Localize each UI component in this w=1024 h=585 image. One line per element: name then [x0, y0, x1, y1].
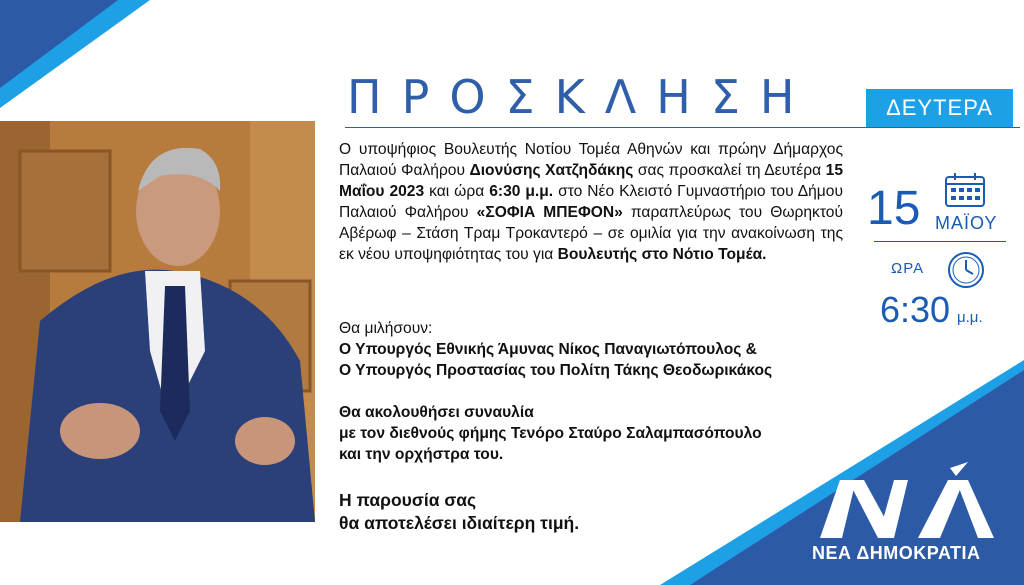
event-time-large: 6:30 — [880, 289, 951, 330]
nd-logo-icon — [818, 462, 998, 540]
closing-line: θα αποτελέσει ιδιαίτερη τιμή. — [339, 513, 580, 533]
corner-decoration-top — [0, 0, 180, 115]
event-time-unit: μ.μ. — [957, 309, 983, 326]
venue-name: «ΣΟΦΙΑ ΜΠΕΦΟΝ» — [476, 204, 623, 221]
hour-label: ΩΡΑ — [891, 260, 925, 277]
event-time: 6:30 μ.μ. — [489, 183, 554, 200]
closing-line: Η παρουσία σας — [339, 490, 477, 510]
page-title: ΠΡΟΣΚΛΗΣΗ — [347, 70, 815, 124]
candidate-photo — [0, 121, 315, 522]
candidate-role: Βουλευτής στο Νότιο Τομέα. — [557, 246, 767, 263]
speakers-label: Θα μιλήσουν: — [339, 320, 433, 337]
candidate-photo-illustration — [0, 121, 315, 522]
candidate-name: Διονύσης Χατζηδάκης — [469, 162, 634, 179]
party-name: ΝΕΑ ΔΗΜΟΚΡΑΤΙΑ — [812, 543, 981, 563]
clock-icon — [946, 250, 986, 290]
body-text: παραπλεύρως του Θωρηκτού Αβέρωφ – Στάση Τραμ Τροκαντερό – σε ομιλία για την ανακοίνωση της εκ νέου υποψηφιότητας του για — [339, 204, 843, 263]
speaker-line: Ο Υπουργός Προστασίας του Πολίτη Τάκης Θεοδωρικάκος — [339, 362, 773, 379]
speaker-line: Ο Υπουργός Εθνικής Άμυνας Νίκος Παναγιωτόπουλος & — [339, 341, 757, 358]
body-text: σας προσκαλεί τη Δευτέρα — [633, 162, 826, 179]
music-line: Θα ακολουθήσει συναυλία — [339, 404, 534, 421]
music-line: και την ορχήστρα του. — [339, 446, 504, 463]
event-day-number: 15 — [867, 182, 921, 235]
body-text: και ώρα — [424, 183, 490, 200]
day-badge: ΔΕΥΤΕΡΑ — [866, 89, 1013, 127]
body-text: στο Νέο Κλειστό Γυμναστήριο του Δήμου Παλαιού Φαλήρου — [339, 183, 843, 221]
event-divider — [874, 241, 1006, 242]
invitation-body — [339, 139, 843, 265]
music-line: με τον διεθνούς φήμης Τενόρο Σταύρο Σαλαμπασόπουλο — [339, 425, 762, 442]
body-text: Ο υποψήφιος Βουλευτής Νοτίου Τομέα Αθηνών και πρώην Δήμαρχος Παλαιού Φαλήρου — [339, 141, 843, 179]
title-divider — [345, 127, 1020, 128]
event-month: ΜΑΪΟΥ — [935, 213, 998, 233]
event-date: 15 Μαΐου 2023 — [339, 162, 843, 200]
calendar-icon — [944, 172, 986, 208]
